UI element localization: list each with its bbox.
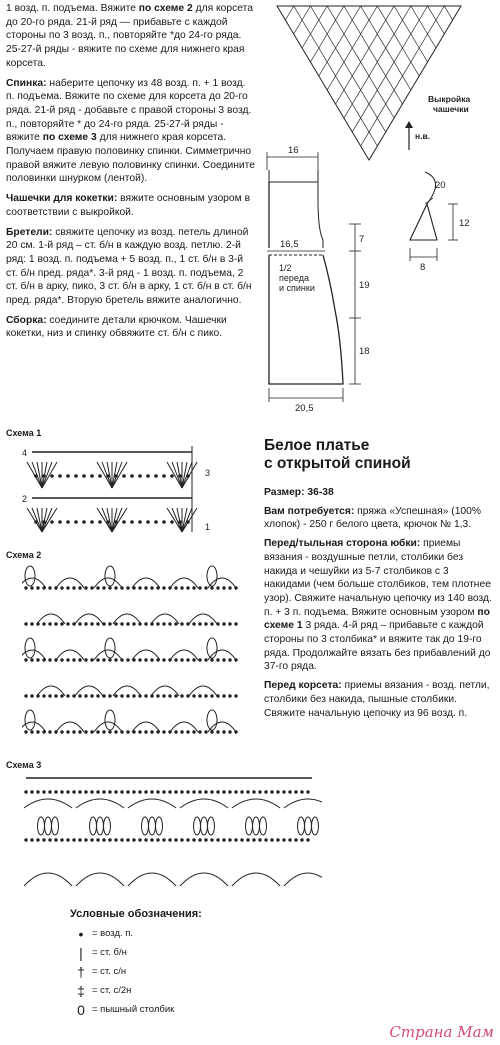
size-label: Размер: 36-38: [264, 487, 334, 498]
dim-right-top: 7: [359, 234, 365, 245]
watermark-logo: Страна Мам: [389, 1023, 494, 1041]
svg-text:4: 4: [22, 448, 28, 458]
legend-label: = ст. с/2н: [92, 985, 132, 996]
right-paragraph: Перед/тыльная сторона юбки: приемы вязания - воздушные петли, столбики без накида и чешуйки из 5-7 столбиков с 3 накидами (чем больше столбиков, тем плотнее узор). Свяжите начальную цепочку из 140 возд. п. + 3 п. подъема. Вяжите основным узором по схеме 1 3 ряда. 4-й ряд – прибавьте с каждой стороны по 3 столбика* и вяжите так до 19-го ряда. Продолжайте вязать без прибавлений до 37-го ряда.: [264, 538, 492, 673]
left-paragraph: Чашечки для кокетки: вяжите основным узором в соответствии с выкройкой.: [6, 193, 251, 218]
legend-label: = ст. б/н: [92, 947, 127, 958]
scheme-1-diagram: [20, 440, 220, 540]
legend-item: [70, 943, 290, 962]
half-label-1: 1/2: [279, 263, 292, 273]
legend-symbol: •: [78, 925, 84, 942]
dim-right-bot: 18: [359, 346, 370, 357]
legend: [70, 908, 290, 1019]
nv-label: н.в.: [415, 131, 431, 141]
cup-dim-curve: 20: [435, 180, 446, 191]
legend-symbol: †: [77, 963, 85, 980]
cup-dim-side: 12: [459, 218, 470, 229]
svg-text:1: 1: [205, 522, 211, 532]
scheme-2-diagram: [22, 560, 247, 760]
scheme-3-label: Схема 3: [6, 760, 42, 770]
half-label-2: переда: [279, 273, 309, 283]
legend-item: [70, 1000, 290, 1019]
legend-label: = пышный столбик: [92, 1004, 175, 1015]
dress-pattern-diagram: [255, 140, 500, 415]
half-label-3: и спинки: [279, 283, 315, 293]
legend-label: = возд. п.: [92, 928, 134, 939]
svg-text:3: 3: [205, 468, 211, 478]
dim-mid: 16,5: [280, 239, 299, 250]
right-paragraph: Перед корсета: приемы вязания - возд. петли, столбики без накида, пышные столбики. Свяжите начальную цепочку из 96 возд. п.: [264, 680, 490, 719]
cup-grid: [285, 6, 452, 146]
legend-item: [70, 962, 290, 981]
cup-small-outline: [410, 204, 437, 240]
instructions-left: [6, 2, 256, 347]
legend-title: Условные обозначения:: [70, 908, 202, 920]
cup-triangle: [277, 6, 461, 160]
cup-dim-base: 8: [420, 262, 426, 273]
scheme-3-diagram: [22, 768, 322, 898]
cup-label-1: Выкройка: [428, 94, 471, 104]
dim-top: 16: [288, 145, 299, 156]
left-paragraph: Бретели: свяжите цепочку из возд. петель длиной 20 см. 1-й ряд – ст. б/н в каждую возд. петлю. 2-й ряд: 1 возд. п. подъема + 5 возд. п., 1 ст. б/н в 3-й ст. б/н пред. ряда*. 3-й ряд - 1 возд. п. подъема, 2 ст. б/н в арку, пико, 3 ст. б/н в арку, 1 ст. б/н в ст. б/н пред. ряда*. Вторую бретель вяжите аналогично.: [6, 226, 252, 307]
legend-symbol: 0: [77, 1001, 85, 1018]
bodice-outline: [269, 170, 323, 248]
legend-symbol: |: [79, 944, 83, 961]
right-paragraph: Вам потребуется: пряжа «Успешная» (100% хлопок) - 250 г белого цвета, крючок № 1,3.: [264, 505, 482, 531]
legend-item: [70, 981, 290, 1000]
dim-bottom: 20,5: [295, 403, 314, 414]
dim-right-mid: 19: [359, 280, 370, 291]
left-paragraph: Сборка: соедините детали крючком. Чашечки кокетки, низ и спинку обвяжите ст. б/н с пико.: [6, 314, 227, 340]
instructions-right: [264, 486, 492, 725]
legend-symbol: ‡: [77, 982, 85, 999]
legend-label: = ст. с/н: [92, 966, 127, 977]
scheme-2-label: Схема 2: [6, 550, 42, 560]
article-title: Белое платье с открытой спиной: [264, 437, 411, 472]
svg-text:2: 2: [22, 494, 28, 504]
left-paragraph: Спинка: наберите цепочку из 48 возд. п. + 1 возд. п. подъема. Вяжите по схеме для корсета до 20-го ряда. 21-й ряд - добавьте с правой стороны 3 возд. п., повторяйте * до 24-го ряда. 25-27-й ряды - вяжите по схеме 3 для нижнего края корсета. Получаем правую половинку спинки. Симметрично правой вяжите левую половинку спинки. Соедините половинки шнурком (лентой).: [6, 77, 255, 185]
cup-label-2: чашечки: [433, 104, 469, 114]
scheme-1-label: Схема 1: [6, 428, 42, 438]
legend-item: [70, 924, 290, 943]
left-paragraph: 1 возд. п. подъема. Вяжите по схеме 2 для корсета до 20-го ряда. 21-й ряд — прибавьте с каждой стороны по 3 возд. п., повторяйте *до 24-го ряда. 25-27-й ряды - вяжите по схеме для нижнего края корсета.: [6, 3, 253, 69]
